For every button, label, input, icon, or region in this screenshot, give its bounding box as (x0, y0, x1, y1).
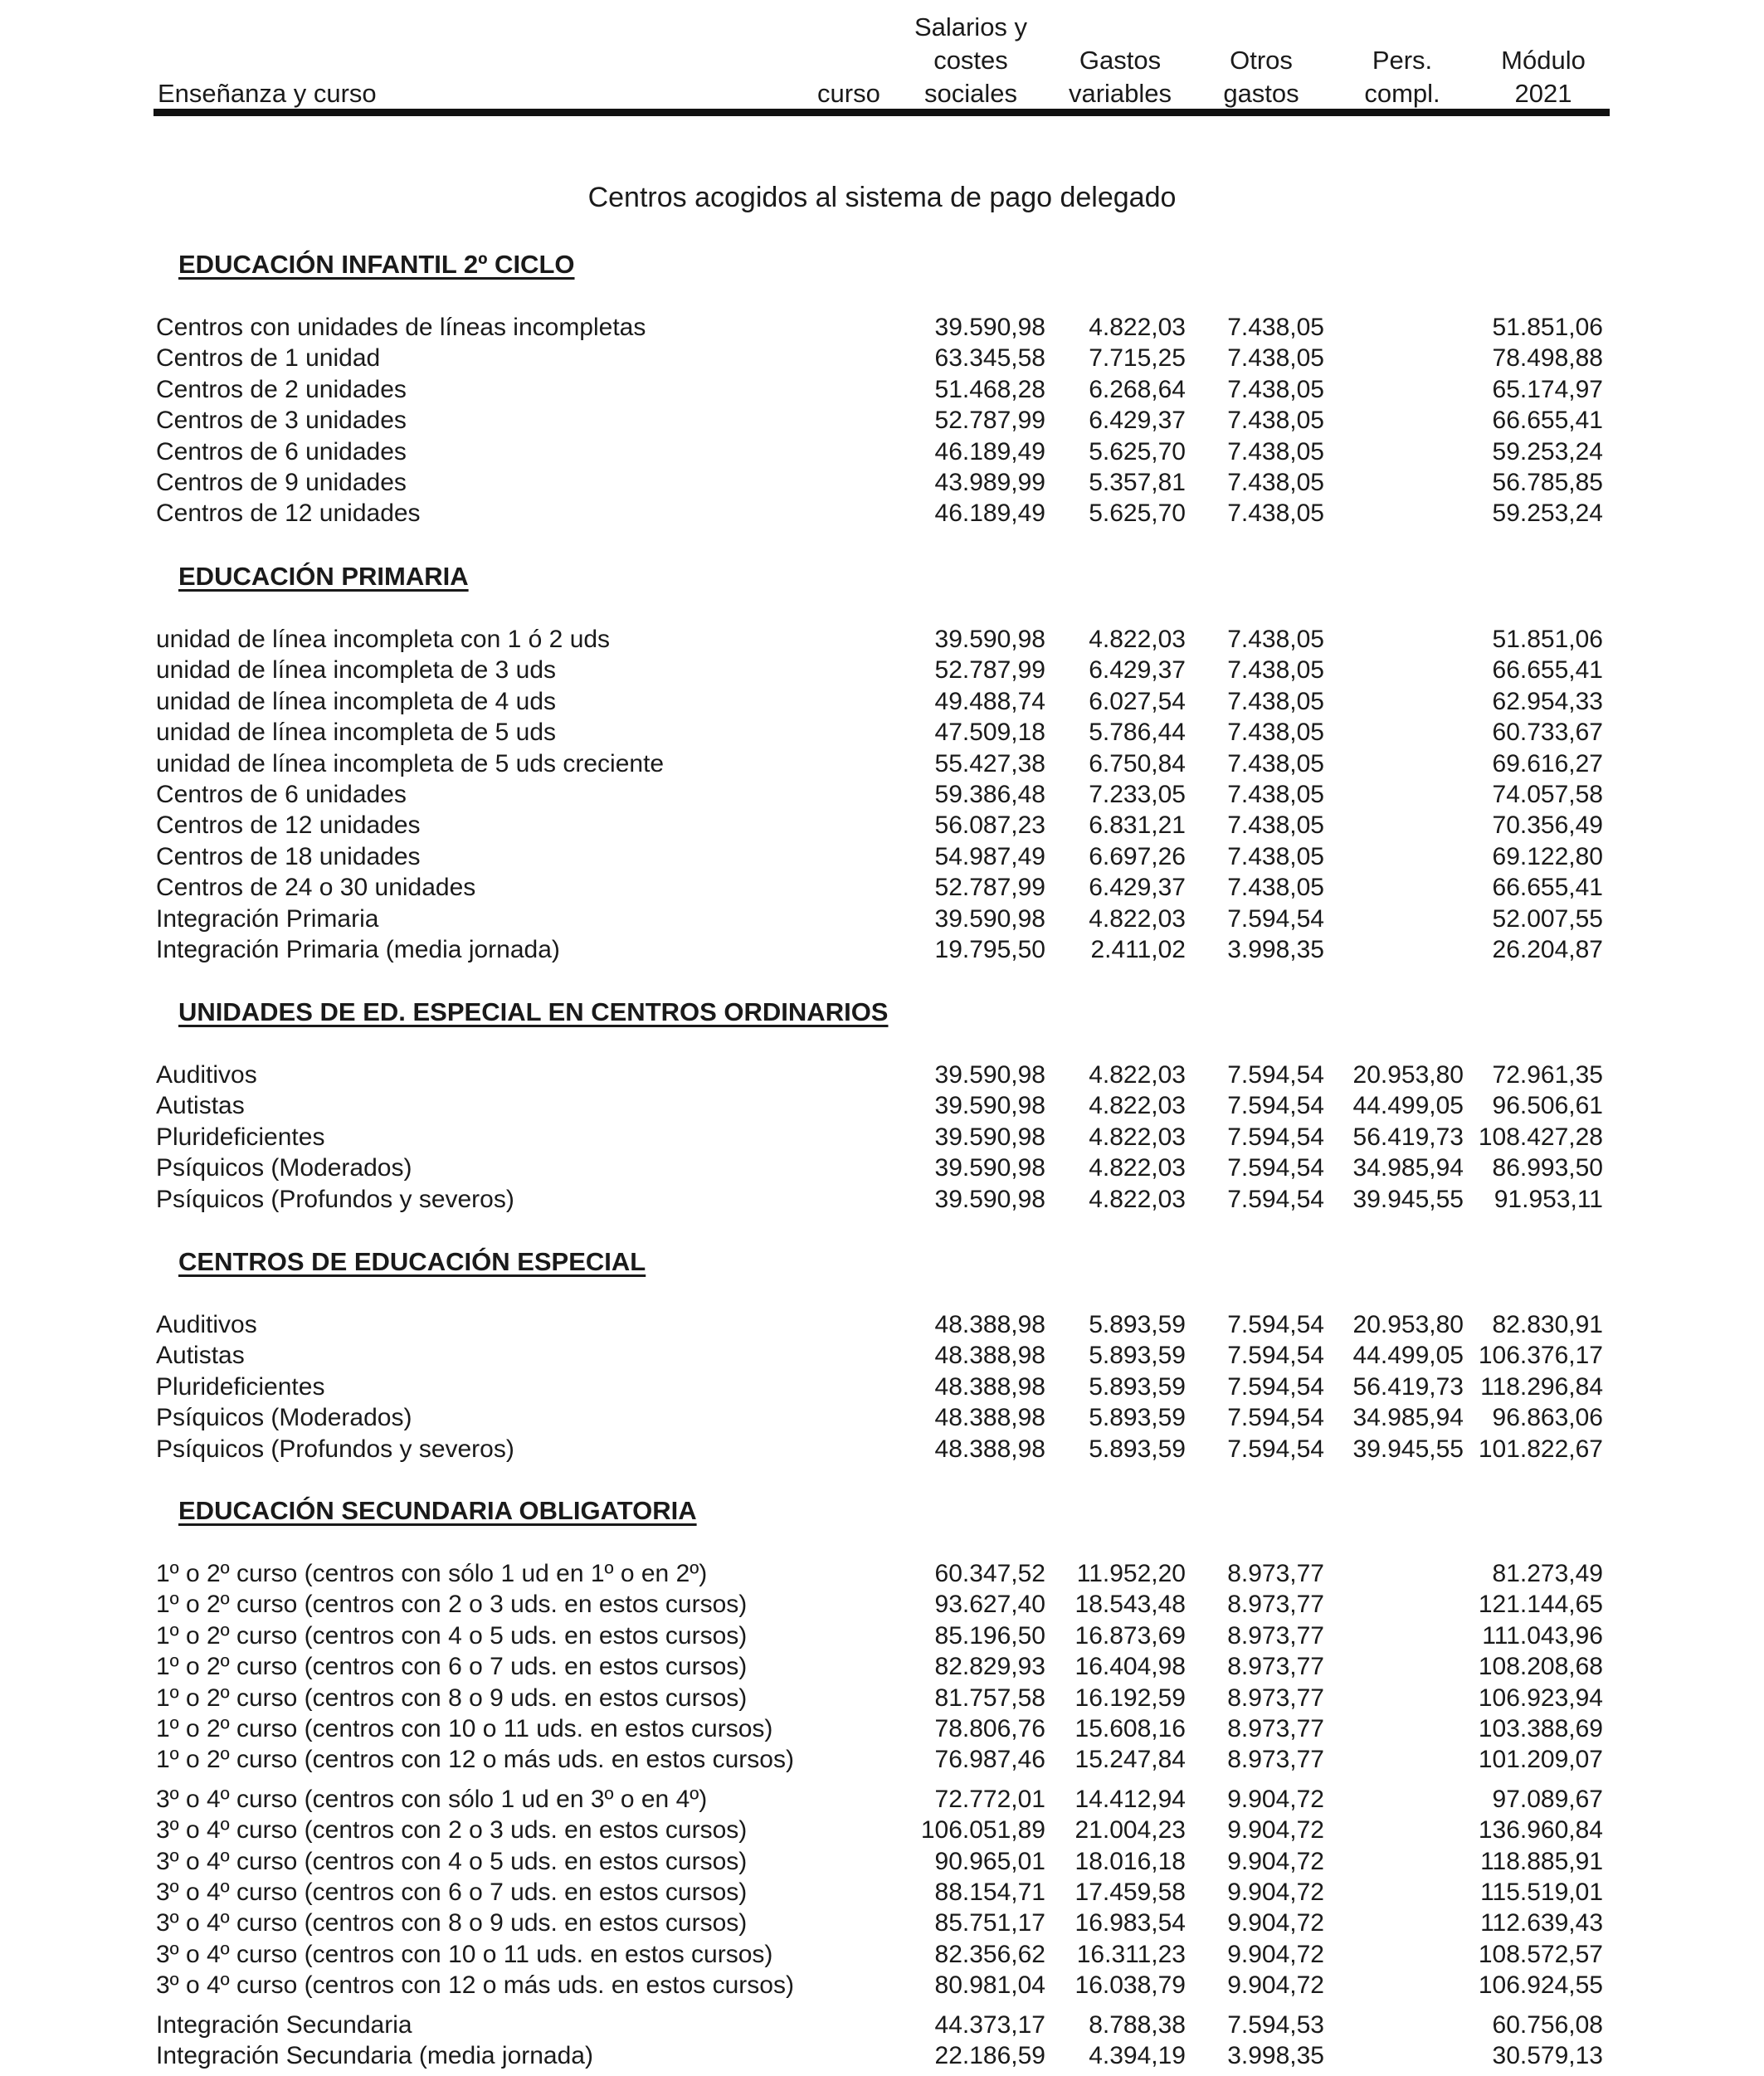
cell-gastos-variables: 6.429,37 (1089, 656, 1186, 685)
cell-otros-gastos: 9.904,72 (1227, 1940, 1324, 1968)
cell-salarios: 88.154,71 (934, 1879, 1045, 1906)
row-label: Centros con unidades de líneas incompletas (156, 314, 646, 341)
cell-modulo: 108.572,57 (1478, 1940, 1603, 1968)
cell-modulo: 72.961,35 (1492, 1061, 1603, 1089)
cell-salarios: 19.795,50 (934, 936, 1045, 963)
table-row (0, 872, 1764, 904)
cell-otros-gastos: 7.438,05 (1227, 407, 1324, 435)
cell-salarios: 47.509,18 (934, 719, 1045, 747)
cell-modulo: 111.043,96 (1482, 1621, 1603, 1650)
header-otros-line1: Otros (1230, 46, 1293, 75)
cell-modulo: 56.785,85 (1492, 469, 1603, 496)
cell-otros-gastos: 7.594,54 (1227, 904, 1324, 933)
row-label: 1º o 2º curso (centros con sólo 1 ud en 1º o en 2º) (156, 1560, 708, 1587)
cell-modulo: 121.144,65 (1478, 1591, 1603, 1619)
cell-otros-gastos: 9.904,72 (1227, 1816, 1324, 1845)
table-row (0, 405, 1764, 436)
cell-otros-gastos: 7.594,54 (1227, 1435, 1324, 1463)
cell-otros-gastos: 8.973,77 (1227, 1653, 1324, 1681)
table-row (0, 1846, 1764, 1878)
cell-salarios: 51.468,28 (934, 375, 1045, 403)
cell-modulo: 59.253,24 (1492, 437, 1603, 465)
cell-salarios: 59.386,48 (934, 781, 1045, 808)
cell-otros-gastos: 7.594,54 (1227, 1372, 1324, 1401)
cell-otros-gastos: 9.904,72 (1227, 1785, 1324, 1813)
row-label: Centros de 12 unidades (156, 500, 421, 528)
row-label: Centros de 2 unidades (156, 375, 407, 403)
cell-otros-gastos: 7.594,54 (1227, 1342, 1324, 1370)
row-label: Integración Secundaria (media jornada) (156, 2042, 593, 2069)
row-label: 3º o 4º curso (centros con 6 o 7 uds. en estos cursos) (156, 1879, 748, 1906)
table-row (0, 1434, 1764, 1465)
cell-salarios: 39.590,98 (934, 626, 1045, 653)
cell-modulo: 96.506,61 (1492, 1092, 1603, 1120)
row-label: Centros de 24 o 30 unidades (156, 874, 476, 902)
row-label: 3º o 4º curso (centros con 10 o 11 uds. en estos cursos) (156, 1940, 773, 1968)
cell-salarios: 82.829,93 (934, 1653, 1045, 1681)
row-label: 3º o 4º curso (centros con 2 o 3 uds. en estos cursos) (156, 1816, 748, 1845)
table-row (0, 1184, 1764, 1216)
cell-modulo: 51.851,06 (1492, 314, 1603, 341)
cell-pers-compl: 39.945,55 (1352, 1435, 1464, 1463)
cell-otros-gastos: 7.594,54 (1227, 1092, 1324, 1120)
header-ensenanza: Enseñanza y curso (158, 79, 377, 108)
table-row (0, 748, 1764, 780)
row-label: Psíquicos (Profundos y severos) (156, 1435, 514, 1463)
cell-modulo: 70.356,49 (1492, 811, 1603, 840)
row-label: Integración Secundaria (156, 2010, 412, 2039)
cell-salarios: 46.189,49 (934, 437, 1045, 465)
table-row (0, 2010, 1764, 2041)
cell-salarios: 39.590,98 (934, 314, 1045, 341)
cell-modulo: 52.007,55 (1492, 904, 1603, 933)
row-label: unidad de línea incompleta de 5 uds creciente (156, 749, 665, 777)
cell-pers-compl: 20.953,80 (1352, 1311, 1464, 1338)
cell-gastos-variables: 6.268,64 (1089, 375, 1186, 403)
cell-modulo: 91.953,11 (1494, 1185, 1603, 1213)
row-label: Integración Primaria (156, 904, 379, 933)
cell-gastos-variables: 6.027,54 (1089, 687, 1186, 715)
header-salarios-line2: costes (933, 46, 1008, 75)
cell-gastos-variables: 8.788,38 (1089, 2010, 1186, 2039)
cell-pers-compl: 44.499,05 (1352, 1342, 1464, 1370)
cell-gastos-variables: 5.893,59 (1089, 1311, 1186, 1338)
cell-modulo: 69.122,80 (1492, 842, 1603, 870)
cell-otros-gastos: 7.594,54 (1227, 1123, 1324, 1151)
header-otros (1195, 44, 1328, 110)
cell-otros-gastos: 9.904,72 (1227, 1847, 1324, 1875)
cell-otros-gastos: 7.438,05 (1227, 842, 1324, 870)
cell-salarios: 106.051,89 (920, 1816, 1045, 1845)
cell-gastos-variables: 5.893,59 (1089, 1372, 1186, 1401)
cell-modulo: 101.822,67 (1478, 1435, 1603, 1463)
cell-gastos-variables: 15.608,16 (1074, 1715, 1186, 1742)
table-row (0, 1744, 1764, 1776)
cell-otros-gastos: 8.973,77 (1227, 1621, 1324, 1650)
cell-modulo: 118.885,91 (1480, 1847, 1603, 1875)
header-modulo-line1: Módulo (1501, 46, 1586, 75)
cell-gastos-variables: 5.893,59 (1089, 1342, 1186, 1370)
cell-gastos-variables: 14.412,94 (1074, 1785, 1186, 1813)
cell-gastos-variables: 7.715,25 (1089, 344, 1186, 373)
header-gastos-line1: Gastos (1079, 46, 1162, 75)
cell-otros-gastos: 7.438,05 (1227, 749, 1324, 777)
table-row (0, 1877, 1764, 1908)
cell-salarios: 80.981,04 (934, 1971, 1045, 2000)
cell-gastos-variables: 4.822,03 (1089, 1061, 1186, 1089)
cell-modulo: 82.830,91 (1492, 1311, 1603, 1338)
cell-modulo: 86.993,50 (1492, 1154, 1603, 1182)
cell-modulo: 66.655,41 (1492, 656, 1603, 685)
header-pers-line1: Pers. (1372, 46, 1433, 75)
cell-otros-gastos: 7.438,05 (1227, 656, 1324, 685)
table-row (0, 1372, 1764, 1403)
header-rule (153, 109, 1610, 116)
cell-gastos-variables: 4.822,03 (1089, 1092, 1186, 1120)
table-row (0, 841, 1764, 873)
cell-salarios: 39.590,98 (934, 1061, 1045, 1089)
cell-gastos-variables: 4.822,03 (1089, 1154, 1186, 1182)
cell-salarios: 93.627,40 (934, 1591, 1045, 1619)
table-row (0, 1908, 1764, 1939)
table-row (0, 1153, 1764, 1184)
cell-salarios: 60.347,52 (934, 1560, 1045, 1587)
cell-salarios: 56.087,23 (934, 811, 1045, 840)
cell-gastos-variables: 5.893,59 (1089, 1404, 1186, 1432)
cell-pers-compl: 34.985,94 (1352, 1404, 1464, 1432)
cell-otros-gastos: 8.973,77 (1227, 1560, 1324, 1587)
cell-otros-gastos: 8.973,77 (1227, 1715, 1324, 1742)
section-heading: EDUCACIÓN SECUNDARIA OBLIGATORIA (178, 1496, 697, 1525)
cell-salarios: 43.989,99 (934, 469, 1045, 496)
row-label: Centros de 12 unidades (156, 811, 421, 840)
row-label: Centros de 18 unidades (156, 842, 421, 870)
section-heading: CENTROS DE EDUCACIÓN ESPECIAL (178, 1247, 646, 1276)
cell-pers-compl: 56.419,73 (1352, 1372, 1464, 1401)
cell-modulo: 51.851,06 (1492, 626, 1603, 653)
table-row (0, 1060, 1764, 1091)
cell-modulo: 74.057,58 (1492, 781, 1603, 808)
cell-modulo: 106.923,94 (1478, 1684, 1603, 1712)
table-row (0, 1651, 1764, 1683)
cell-gastos-variables: 6.831,21 (1089, 811, 1186, 840)
table-row (0, 467, 1764, 499)
cell-modulo: 97.089,67 (1492, 1785, 1603, 1813)
row-label: unidad de línea incompleta de 4 uds (156, 687, 557, 715)
cell-modulo: 60.756,08 (1492, 2010, 1603, 2039)
cell-modulo: 66.655,41 (1492, 874, 1603, 902)
cell-gastos-variables: 11.952,20 (1076, 1560, 1186, 1587)
header-pers-line2: compl. (1364, 79, 1440, 108)
header-salarios (896, 11, 1045, 110)
cell-otros-gastos: 7.594,54 (1227, 1061, 1324, 1089)
cell-salarios: 48.388,98 (934, 1311, 1045, 1338)
cell-gastos-variables: 5.625,70 (1089, 437, 1186, 465)
table-row (0, 1784, 1764, 1815)
row-label: Centros de 3 unidades (156, 407, 407, 435)
cell-otros-gastos: 7.594,54 (1227, 1404, 1324, 1432)
section-heading: EDUCACIÓN PRIMARIA (178, 562, 469, 591)
cell-modulo: 62.954,33 (1492, 687, 1603, 715)
cell-otros-gastos: 9.904,72 (1227, 1879, 1324, 1906)
cell-salarios: 44.373,17 (934, 2010, 1045, 2039)
cell-salarios: 48.388,98 (934, 1435, 1045, 1463)
cell-salarios: 39.590,98 (934, 1123, 1045, 1151)
table-row (0, 1558, 1764, 1590)
table-row (0, 934, 1764, 966)
cell-otros-gastos: 7.594,54 (1227, 1154, 1324, 1182)
row-label: Autistas (156, 1092, 245, 1120)
cell-modulo: 108.427,28 (1478, 1123, 1603, 1151)
row-label: Plurideficientes (156, 1372, 325, 1401)
row-label: 3º o 4º curso (centros con 4 o 5 uds. en estos cursos) (156, 1847, 748, 1875)
cell-pers-compl: 20.953,80 (1352, 1061, 1464, 1089)
cell-modulo: 112.639,43 (1480, 1909, 1603, 1937)
cell-otros-gastos: 7.594,53 (1227, 2010, 1324, 2039)
cell-gastos-variables: 16.404,98 (1074, 1653, 1186, 1681)
cell-gastos-variables: 4.822,03 (1089, 626, 1186, 653)
cell-otros-gastos: 7.594,54 (1227, 1311, 1324, 1338)
cell-gastos-variables: 18.016,18 (1074, 1847, 1186, 1875)
cell-gastos-variables: 6.750,84 (1089, 749, 1186, 777)
cell-modulo: 66.655,41 (1492, 407, 1603, 435)
cell-salarios: 46.189,49 (934, 500, 1045, 528)
row-label: Integración Primaria (media jornada) (156, 936, 560, 963)
cell-otros-gastos: 7.438,05 (1227, 626, 1324, 653)
cell-modulo: 60.733,67 (1492, 719, 1603, 747)
cell-modulo: 96.863,06 (1492, 1404, 1603, 1432)
table-row (0, 1122, 1764, 1153)
header-pers (1336, 44, 1469, 110)
cell-otros-gastos: 8.973,77 (1227, 1746, 1324, 1774)
cell-otros-gastos: 7.438,05 (1227, 375, 1324, 403)
cell-otros-gastos: 7.438,05 (1227, 687, 1324, 715)
cell-salarios: 55.427,38 (934, 749, 1045, 777)
cell-salarios: 39.590,98 (934, 904, 1045, 933)
table-row (0, 1713, 1764, 1745)
cell-salarios: 81.757,58 (934, 1684, 1045, 1712)
cell-otros-gastos: 7.438,05 (1227, 314, 1324, 341)
row-label: Centros de 1 unidad (156, 344, 381, 373)
cell-modulo: 106.376,17 (1478, 1342, 1603, 1370)
cell-modulo: 101.209,07 (1478, 1746, 1603, 1774)
row-label: Autistas (156, 1342, 245, 1370)
cell-salarios: 39.590,98 (934, 1185, 1045, 1213)
cell-salarios: 39.590,98 (934, 1154, 1045, 1182)
cell-salarios: 85.196,50 (934, 1621, 1045, 1650)
subtitle: Centros acogidos al sistema de pago delegado (587, 182, 1177, 213)
table-row (0, 374, 1764, 406)
cell-salarios: 48.388,98 (934, 1342, 1045, 1370)
table-row (0, 343, 1764, 374)
cell-otros-gastos: 7.438,05 (1227, 719, 1324, 747)
cell-otros-gastos: 3.998,35 (1227, 2042, 1324, 2069)
header-gastos-line2: variables (1068, 79, 1172, 108)
row-label: Auditivos (156, 1061, 257, 1089)
cell-modulo: 106.924,55 (1478, 1971, 1603, 2000)
cell-modulo: 118.296,84 (1480, 1372, 1603, 1401)
cell-gastos-variables: 17.459,58 (1074, 1879, 1186, 1906)
cell-otros-gastos: 7.438,05 (1227, 469, 1324, 496)
cell-modulo: 78.498,88 (1492, 344, 1603, 373)
cell-gastos-variables: 18.543,48 (1074, 1591, 1186, 1619)
header-otros-line2: gastos (1223, 79, 1299, 108)
cell-gastos-variables: 6.429,37 (1089, 874, 1186, 902)
cell-gastos-variables: 4.822,03 (1089, 1123, 1186, 1151)
row-label: Psíquicos (Moderados) (156, 1404, 412, 1432)
cell-gastos-variables: 16.311,23 (1076, 1940, 1186, 1968)
cell-otros-gastos: 7.438,05 (1227, 437, 1324, 465)
cell-otros-gastos: 3.998,35 (1227, 936, 1324, 963)
table-row (0, 1815, 1764, 1846)
table-row (0, 2040, 1764, 2072)
cell-gastos-variables: 16.983,54 (1074, 1909, 1186, 1937)
cell-modulo: 26.204,87 (1492, 936, 1603, 963)
cell-gastos-variables: 4.822,03 (1089, 904, 1186, 933)
header-gastos (1050, 44, 1191, 110)
section-heading: UNIDADES DE ED. ESPECIAL EN CENTROS ORDINARIOS (178, 997, 889, 1026)
cell-salarios: 48.388,98 (934, 1372, 1045, 1401)
row-label: Centros de 9 unidades (156, 469, 407, 496)
cell-gastos-variables: 21.004,23 (1074, 1816, 1186, 1845)
table-row (0, 1970, 1764, 2001)
cell-salarios: 72.772,01 (934, 1785, 1045, 1813)
cell-otros-gastos: 7.438,05 (1227, 781, 1324, 808)
table-row (0, 1589, 1764, 1620)
table-row (0, 1402, 1764, 1434)
cell-gastos-variables: 5.786,44 (1089, 719, 1186, 747)
table-row (0, 1620, 1764, 1652)
table-row (0, 498, 1764, 529)
header-modulo-line2: 2021 (1514, 79, 1572, 108)
cell-modulo: 108.208,68 (1478, 1653, 1603, 1681)
row-label: Plurideficientes (156, 1123, 325, 1151)
row-label: Centros de 6 unidades (156, 781, 407, 808)
cell-gastos-variables: 4.394,19 (1089, 2042, 1186, 2069)
cell-modulo: 69.616,27 (1492, 749, 1603, 777)
row-label: Psíquicos (Profundos y severos) (156, 1185, 514, 1213)
cell-pers-compl: 34.985,94 (1352, 1154, 1464, 1182)
table-row (0, 1309, 1764, 1341)
cell-gastos-variables: 2.411,02 (1090, 936, 1186, 963)
row-label: 3º o 4º curso (centros con sólo 1 ud en 3º o en 4º) (156, 1785, 708, 1813)
cell-salarios: 49.488,74 (934, 687, 1045, 715)
table-row (0, 686, 1764, 718)
cell-otros-gastos: 9.904,72 (1227, 1971, 1324, 2000)
row-label: unidad de línea incompleta de 5 uds (156, 719, 557, 747)
cell-salarios: 52.787,99 (934, 656, 1045, 685)
cell-gastos-variables: 16.192,59 (1074, 1684, 1186, 1712)
cell-salarios: 90.965,01 (934, 1847, 1045, 1875)
cell-gastos-variables: 4.822,03 (1089, 314, 1186, 341)
row-label: 1º o 2º curso (centros con 10 o 11 uds. en estos cursos) (156, 1715, 773, 1742)
row-label: Centros de 6 unidades (156, 437, 407, 465)
cell-modulo: 59.253,24 (1492, 500, 1603, 528)
cell-salarios: 52.787,99 (934, 407, 1045, 435)
cell-otros-gastos: 7.438,05 (1227, 344, 1324, 373)
cell-salarios: 76.987,46 (934, 1746, 1045, 1774)
row-label: 3º o 4º curso (centros con 8 o 9 uds. en estos cursos) (156, 1909, 748, 1937)
cell-otros-gastos: 8.973,77 (1227, 1684, 1324, 1712)
cell-salarios: 48.388,98 (934, 1404, 1045, 1432)
cell-gastos-variables: 7.233,05 (1089, 781, 1186, 808)
cell-modulo: 65.174,97 (1492, 375, 1603, 403)
table-row (0, 1939, 1764, 1971)
cell-pers-compl: 39.945,55 (1352, 1185, 1464, 1213)
cell-salarios: 82.356,62 (934, 1940, 1045, 1968)
row-label: unidad de línea incompleta con 1 ó 2 uds (156, 626, 611, 653)
cell-salarios: 85.751,17 (934, 1909, 1045, 1937)
cell-gastos-variables: 16.038,79 (1074, 1971, 1186, 2000)
row-label: 1º o 2º curso (centros con 12 o más uds. en estos cursos) (156, 1746, 794, 1774)
cell-salarios: 63.345,58 (934, 344, 1045, 373)
cell-otros-gastos: 7.438,05 (1227, 874, 1324, 902)
row-label: 1º o 2º curso (centros con 2 o 3 uds. en estos cursos) (156, 1591, 748, 1619)
header-modulo (1477, 44, 1610, 110)
cell-otros-gastos: 9.904,72 (1227, 1909, 1324, 1937)
cell-gastos-variables: 6.697,26 (1089, 842, 1186, 870)
cell-modulo: 30.579,13 (1492, 2042, 1603, 2069)
row-label: Psíquicos (Moderados) (156, 1154, 412, 1182)
header-curso: curso (817, 79, 880, 108)
cell-pers-compl: 56.419,73 (1352, 1123, 1464, 1151)
table-row (0, 624, 1764, 655)
table-row (0, 1683, 1764, 1714)
cell-salarios: 54.987,49 (934, 842, 1045, 870)
cell-salarios: 52.787,99 (934, 874, 1045, 902)
cell-gastos-variables: 4.822,03 (1089, 1185, 1186, 1213)
table-row (0, 312, 1764, 344)
cell-gastos-variables: 5.625,70 (1089, 500, 1186, 528)
cell-gastos-variables: 16.873,69 (1074, 1621, 1186, 1650)
row-label: 1º o 2º curso (centros con 6 o 7 uds. en estos cursos) (156, 1653, 748, 1681)
cell-pers-compl: 44.499,05 (1352, 1092, 1464, 1120)
table-row (0, 436, 1764, 468)
cell-modulo: 115.519,01 (1480, 1879, 1603, 1906)
cell-salarios: 22.186,59 (934, 2042, 1045, 2069)
header-salarios-line3: sociales (924, 79, 1017, 108)
cell-gastos-variables: 5.893,59 (1089, 1435, 1186, 1463)
table-row (0, 779, 1764, 811)
cell-otros-gastos: 7.438,05 (1227, 500, 1324, 528)
row-label: unidad de línea incompleta de 3 uds (156, 656, 557, 685)
table-row (0, 717, 1764, 748)
cell-modulo: 81.273,49 (1492, 1560, 1603, 1587)
cell-otros-gastos: 8.973,77 (1227, 1591, 1324, 1619)
table-row (0, 810, 1764, 841)
row-label: 3º o 4º curso (centros con 12 o más uds. en estos cursos) (156, 1971, 794, 2000)
header-salarios-line1: Salarios y (914, 12, 1028, 41)
cell-modulo: 136.960,84 (1478, 1816, 1603, 1845)
cell-salarios: 78.806,76 (934, 1715, 1045, 1742)
cell-gastos-variables: 6.429,37 (1089, 407, 1186, 435)
table-row (0, 1090, 1764, 1122)
cell-salarios: 39.590,98 (934, 1092, 1045, 1120)
table-row (0, 904, 1764, 935)
section-heading: EDUCACIÓN INFANTIL 2º CICLO (178, 250, 575, 279)
cell-gastos-variables: 15.247,84 (1074, 1746, 1186, 1774)
table-row (0, 1340, 1764, 1372)
cell-gastos-variables: 5.357,81 (1089, 469, 1186, 496)
table-row (0, 655, 1764, 686)
cell-otros-gastos: 7.594,54 (1227, 1185, 1324, 1213)
row-label: 1º o 2º curso (centros con 8 o 9 uds. en estos cursos) (156, 1684, 748, 1712)
cell-otros-gastos: 7.438,05 (1227, 811, 1324, 840)
row-label: Auditivos (156, 1311, 257, 1338)
cell-modulo: 103.388,69 (1478, 1715, 1603, 1742)
row-label: 1º o 2º curso (centros con 4 o 5 uds. en estos cursos) (156, 1621, 748, 1650)
